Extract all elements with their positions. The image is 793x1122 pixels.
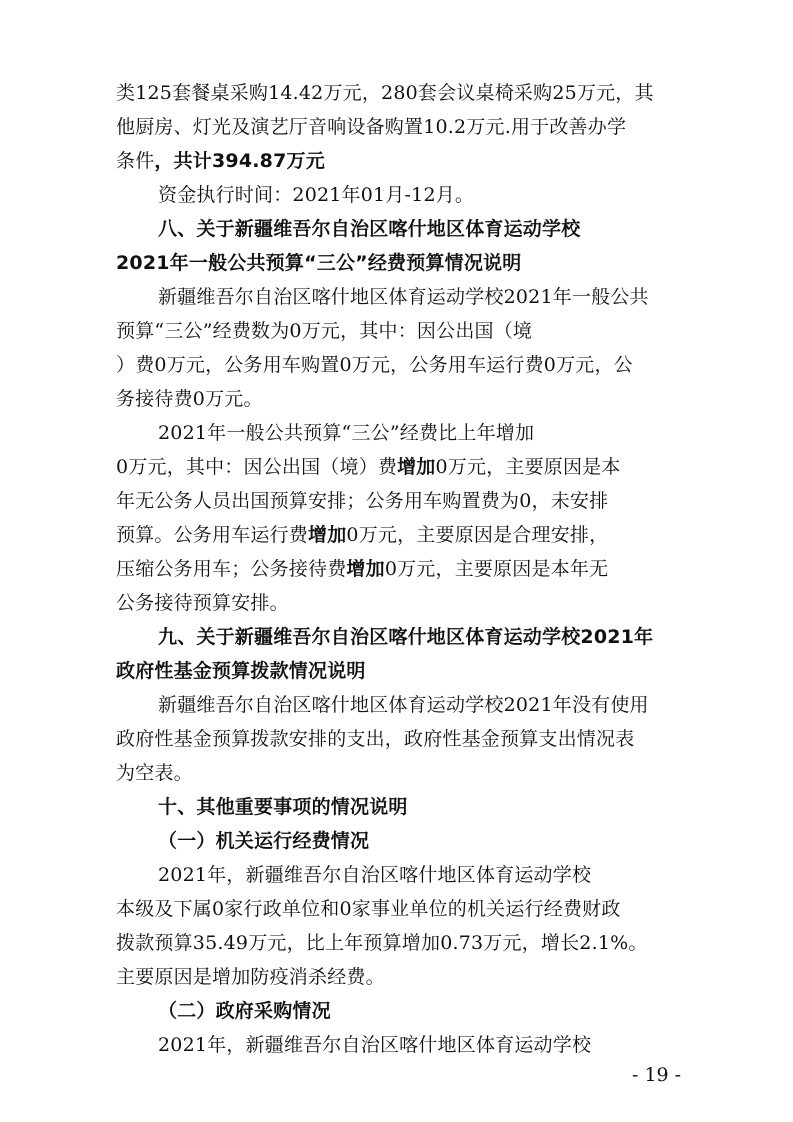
body-line [116, 452, 621, 482]
body-line: 年无公务人员出国预算安排；公务用车购置费为0，未安排 [116, 490, 609, 512]
body-line: 新疆维吾尔自治区喀什地区体育运动学校2021年一般公共 [158, 286, 649, 308]
body-line: 拨款预算35.49万元，比上年预算增加0.73万元，增长2.1%。 [116, 932, 648, 954]
body-line: 主要原因是增加防疫消杀经费。 [116, 966, 385, 988]
body-text-bold: 增加 [308, 524, 347, 546]
section-heading: 九、关于新疆维吾尔自治区喀什地区体育运动学校2021年 [158, 626, 654, 648]
body-text-bold: 增加 [397, 456, 436, 478]
body-text: 0万元，其中：因公出国（境）费 [116, 456, 398, 478]
body-text: 0万元，主要原因是本年无 [384, 558, 609, 580]
body-line: 新疆维吾尔自治区喀什地区体育运动学校2021年没有使用 [158, 694, 649, 716]
body-text: 0万元，主要原因是合理安排， [346, 524, 609, 546]
body-text-bold: ，共计394.87万元 [154, 150, 325, 172]
body-text: 压缩公务用车；公务接待费 [116, 558, 347, 580]
section-heading: 八、关于新疆维吾尔自治区喀什地区体育运动学校 [158, 218, 581, 240]
body-text: 预算。公务用车运行费 [116, 524, 309, 546]
body-line: 2021年，新疆维吾尔自治区喀什地区体育运动学校 [158, 864, 592, 886]
body-line: ）费0万元，公务用车购置0万元，公务用车运行费0万元，公 [116, 354, 633, 376]
body-line: 公务接待预算安排。 [116, 592, 289, 614]
section-heading: 十、其他重要事项的情况说明 [158, 796, 408, 818]
section-heading: 2021年一般公共预算“三公”经费预算情况说明 [116, 252, 522, 274]
body-line: 政府性基金预算拨款安排的支出，政府性基金预算支出情况表 [116, 728, 635, 750]
body-text: 0万元，主要原因是本 [435, 456, 621, 478]
body-text: 条件 [116, 150, 155, 172]
page-number: - 19 - [632, 1064, 682, 1086]
body-line [116, 146, 325, 176]
body-line: 他厨房、灯光及演艺厅音响设备购置10.2万元.用于改善办学 [116, 116, 627, 138]
body-line: 务接待费0万元。 [116, 388, 263, 410]
body-line [116, 554, 608, 584]
subsection-heading: （一）机关运行经费情况 [158, 830, 370, 852]
subsection-heading: （二）政府采购情况 [158, 1000, 331, 1022]
section-heading: 政府性基金预算拨款情况说明 [116, 660, 366, 682]
body-line: 本级及下属0家行政单位和0家事业单位的机关运行经费财政 [116, 898, 621, 920]
body-line: 2021年，新疆维吾尔自治区喀什地区体育运动学校 [158, 1034, 592, 1056]
body-text-bold: 增加 [346, 558, 385, 580]
body-line: 预算“三公”经费数为0万元，其中：因公出国（境 [116, 320, 533, 342]
body-line: 2021年一般公共预算“三公”经费比上年增加 [158, 422, 535, 444]
body-line [116, 520, 608, 550]
body-line: 为空表。 [116, 762, 193, 784]
body-line: 类125套餐桌采购14.42万元，280套会议桌椅采购25万元，其 [116, 82, 654, 104]
body-line: 资金执行时间：2021年01月-12月。 [158, 184, 475, 206]
